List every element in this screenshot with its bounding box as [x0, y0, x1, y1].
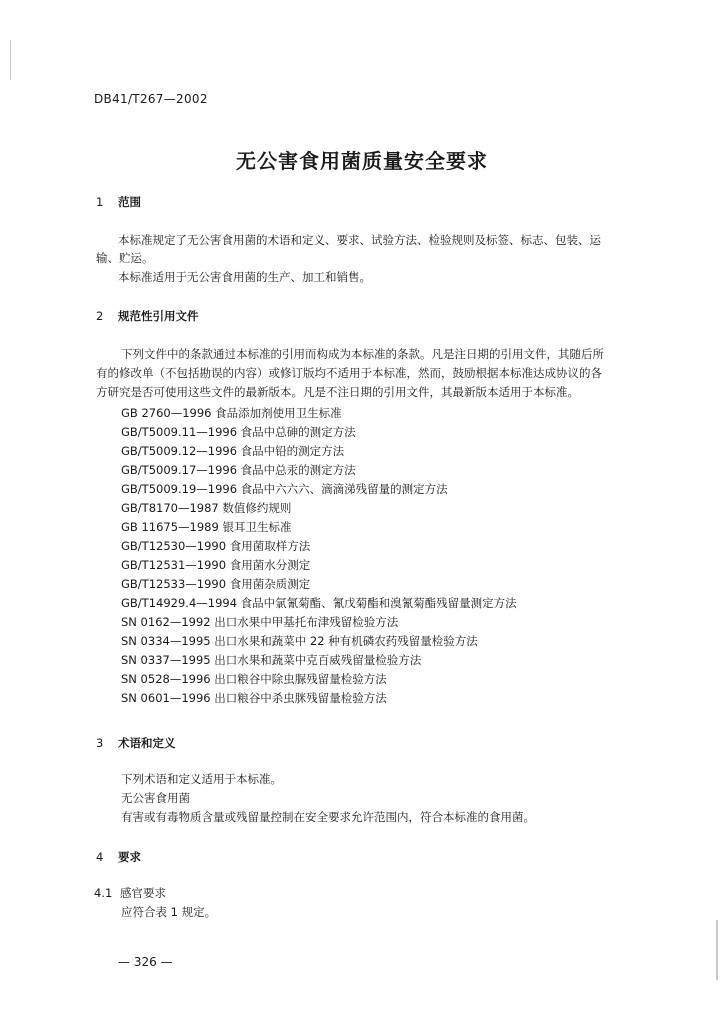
section-2-intro-line3: 方研究是否可使用这些文件的最新版本。凡是不注日期的引用文件，其最新版本适用于本标准。	[96, 385, 579, 399]
section-1-para2: 本标准适用于无公害食用菌的生产、加工和销售。	[118, 270, 371, 284]
scan-artifact	[10, 40, 11, 80]
section-1-heading	[96, 194, 141, 210]
section-2-number: 2	[96, 309, 104, 323]
reference-item: GB/T5009.11—1996 食品中总砷的测定方法	[121, 425, 356, 439]
subsection-4-1-number: 4.1	[94, 886, 113, 900]
section-2-title: 规范性引用文件	[118, 309, 199, 323]
section-3-intro: 下列术语和定义适用于本标准。	[121, 772, 282, 786]
reference-item: GB 2760—1996 食品添加剂使用卫生标准	[121, 406, 342, 420]
reference-item: GB/T12531—1990 食用菌水分测定	[121, 558, 311, 572]
section-1-number: 1	[96, 195, 104, 209]
section-4-title: 要求	[118, 850, 141, 864]
section-3-term: 无公害食用菌	[121, 791, 190, 805]
reference-item: SN 0334—1995 出口水果和蔬菜中 22 种有机磷农药残留量检验方法	[121, 634, 478, 648]
reference-item: GB/T5009.17—1996 食品中总汞的测定方法	[121, 463, 356, 477]
reference-item: GB/T12533—1990 食用菌杂质测定	[121, 577, 311, 591]
section-3-title: 术语和定义	[118, 736, 176, 750]
section-4-number: 4	[96, 850, 104, 864]
reference-item: GB/T8170—1987 数值修约规则	[121, 501, 292, 515]
section-1-para1-line2: 输、贮运。	[96, 251, 154, 265]
reference-item: SN 0528—1996 出口粮谷中除虫脲残留量检验方法	[121, 672, 387, 686]
page-number: — 326 —	[118, 955, 173, 969]
section-4-heading	[96, 849, 141, 865]
document-title: 无公害食用菌质量安全要求	[236, 149, 488, 173]
section-2-intro-line2: 有的修改单（不包括勘误的内容）或修订版均不适用于本标准，然而，鼓励根据本标准达成协议的各	[96, 366, 602, 380]
section-1-title: 范围	[118, 195, 141, 209]
section-3-heading	[96, 735, 176, 751]
reference-item: SN 0337—1995 出口水果和蔬菜中克百威残留量检验方法	[121, 653, 422, 667]
section-3-number: 3	[96, 736, 104, 750]
scan-artifact	[716, 920, 718, 980]
reference-item: GB 11675—1989 银耳卫生标准	[121, 520, 292, 534]
reference-item: GB/T14929.4—1994 食品中氯氰菊酯、氰戊菊酯和溴氰菊酯残留量测定方法	[121, 596, 517, 610]
subsection-4-1-text: 应符合表 1 规定。	[121, 905, 217, 919]
section-2-intro-line1: 下列文件中的条款通过本标准的引用而构成为本标准的条款。凡是注日期的引用文件，其随后所	[121, 347, 604, 361]
reference-item: GB/T5009.19—1996 食品中六六六、滴滴涕残留量的测定方法	[121, 482, 448, 496]
subsection-4-1-heading	[94, 884, 166, 903]
reference-item: SN 0162—1992 出口水果中甲基托布津残留检验方法	[121, 615, 399, 629]
standard-code: DB41/T267—2002	[94, 92, 208, 106]
subsection-4-1-title: 感官要求	[120, 886, 166, 900]
section-2-heading	[96, 308, 199, 324]
reference-item: SN 0601—1996 出口粮谷中杀虫脒残留量检验方法	[121, 691, 387, 705]
section-3-definition: 有害或有毒物质含量或残留量控制在安全要求允许范围内，符合本标准的食用菌。	[121, 810, 535, 824]
section-1-para1-line1: 本标准规定了无公害食用菌的术语和定义、要求、试验方法、检验规则及标签、标志、包装、运	[118, 233, 601, 247]
reference-item: GB/T12530—1990 食用菌取样方法	[121, 539, 311, 553]
reference-item: GB/T5009.12—1996 食品中铅的测定方法	[121, 444, 345, 458]
